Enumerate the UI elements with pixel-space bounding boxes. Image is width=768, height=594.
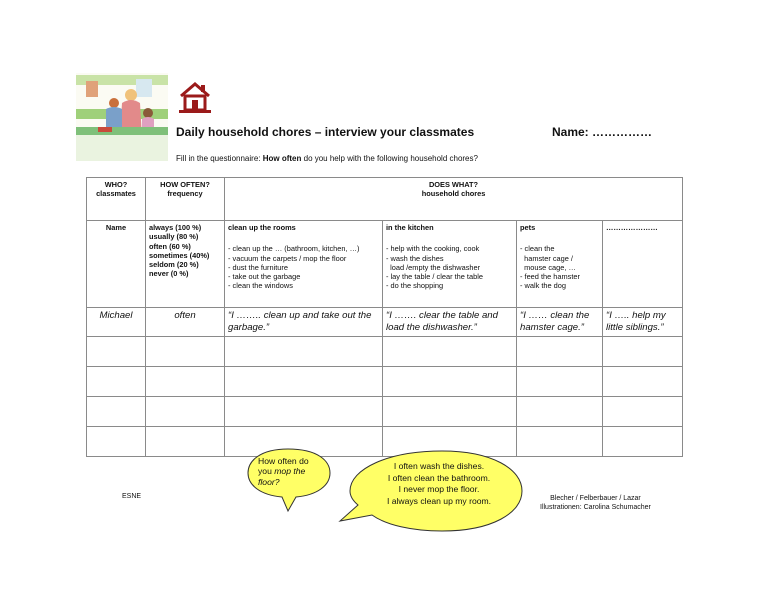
table-cell[interactable]: [87, 396, 146, 426]
table-cell[interactable]: [87, 426, 146, 456]
col-who: [87, 178, 146, 221]
table-cell[interactable]: [517, 396, 603, 426]
name-cell: [87, 221, 146, 308]
instruction-prefix: Fill in the questionnaire:: [176, 154, 263, 163]
col-what-subtitle: household chores: [421, 189, 486, 199]
chore-item: hamster cage /: [520, 253, 573, 263]
footer-illustrator: Illustrationen: Carolina Schumacher: [540, 504, 651, 512]
other-heading: …………………: [606, 223, 658, 232]
chore-item: mouse cage, …: [520, 262, 576, 272]
col-what-title: DOES WHAT?: [428, 180, 479, 189]
chore-item: - take out the garbage: [228, 272, 301, 281]
question-text: How often do you: [258, 456, 309, 477]
table-cell[interactable]: [603, 366, 683, 396]
table-cell[interactable]: [383, 366, 517, 396]
instruction-suffix: do you help with the following household chores?: [301, 154, 478, 163]
table-cell[interactable]: [603, 396, 683, 426]
table-row: [87, 336, 683, 366]
pets-cell: [517, 221, 603, 308]
chore-item: load /empty the dishwasher: [386, 262, 481, 272]
answer-line: I often wash the dishes.: [393, 461, 485, 471]
rooms-heading: clean up the rooms: [228, 223, 296, 232]
freq-item: usually (80 %): [149, 232, 199, 242]
chore-item: - feed the hamster: [520, 272, 580, 281]
other-cell: [603, 221, 683, 308]
table-cell[interactable]: [603, 336, 683, 366]
table-cell[interactable]: [87, 366, 146, 396]
chore-item: - clean up the … (bathroom, kitchen, …): [228, 244, 360, 254]
footer-authors: Blecher / Felberbauer / Lazar: [550, 495, 641, 502]
table-row: [87, 396, 683, 426]
question-bubble-text: [258, 456, 324, 487]
footer-right: [540, 494, 651, 512]
kitchen-cell: [383, 221, 517, 308]
instruction-bold: How often: [262, 154, 302, 163]
question-mark: ?: [274, 476, 280, 487]
kitchen-heading: in the kitchen: [386, 223, 434, 232]
table-cell[interactable]: [146, 426, 225, 456]
table-cell[interactable]: [383, 396, 517, 426]
chore-item: - lay the table / clear the table: [386, 272, 483, 281]
questionnaire-table: [86, 177, 683, 457]
table-header-row: [87, 178, 683, 221]
table-cell[interactable]: [603, 426, 683, 456]
col-freq-subtitle: frequency: [167, 189, 203, 199]
table-cell[interactable]: [225, 336, 383, 366]
table-cell[interactable]: [225, 366, 383, 396]
chore-item: - dust the furniture: [228, 262, 288, 272]
house-icon: [177, 80, 213, 114]
example-other: “I ….. help my little siblings.”: [603, 308, 683, 337]
instruction-text: [176, 154, 478, 163]
answer-line: I never mop the floor.: [398, 484, 480, 495]
example-kitchen: “I ……. clear the table and load the dishwasher.”: [383, 308, 517, 337]
table-cell[interactable]: [225, 396, 383, 426]
pets-heading: pets: [520, 223, 536, 232]
freq-item: often (60 %): [149, 241, 191, 251]
table-cell[interactable]: [146, 396, 225, 426]
table-row: [87, 366, 683, 396]
example-freq: often: [146, 308, 225, 337]
frequency-cell: [146, 221, 225, 308]
answer-line: I always clean up my room.: [386, 495, 492, 506]
chore-item: - help with the cooking, cook: [386, 244, 480, 254]
table-cell[interactable]: [517, 336, 603, 366]
chore-item: - clean the windows: [228, 281, 293, 291]
chore-item: - walk the dog: [520, 281, 567, 291]
page-title: Daily household chores – interview your classmates: [176, 125, 475, 139]
table-row: [87, 308, 683, 337]
freq-item: sometimes (40%): [149, 250, 210, 260]
col-who-subtitle: classmates: [96, 189, 136, 199]
example-rooms: “I …….. clean up and take out the garbage.”: [225, 308, 383, 337]
footer-left: ESNE: [122, 493, 142, 500]
chore-item: - wash the dishes: [386, 253, 444, 263]
name-label: Name: ……………: [552, 125, 653, 139]
freq-item: always (100 %): [149, 223, 202, 232]
table-cell[interactable]: [146, 336, 225, 366]
col-freq-title: HOW OFTEN?: [160, 180, 210, 189]
col-frequency: [146, 178, 225, 221]
chore-item: - vacuum the carpets / mop the floor: [228, 253, 347, 263]
name-cell-label: Name: [105, 223, 127, 232]
table-cell[interactable]: [383, 336, 517, 366]
answer-line: I often clean the bathroom.: [387, 472, 491, 483]
freq-item: seldom (20 %): [149, 260, 199, 269]
kitchen-illustration: [76, 73, 168, 161]
example-pets: “I …… clean the hamster cage.”: [517, 308, 603, 337]
col-does-what: [225, 178, 683, 221]
table-cell[interactable]: [517, 366, 603, 396]
table-cell[interactable]: [87, 336, 146, 366]
chore-item: - clean the: [520, 244, 555, 254]
answer-bubble-text: [374, 461, 504, 507]
table-category-row: [87, 221, 683, 308]
chore-item: - do the shopping: [386, 281, 444, 291]
rooms-cell: [225, 221, 383, 308]
table-cell[interactable]: [146, 366, 225, 396]
question-italic: mop the floor: [258, 466, 306, 487]
col-who-title: WHO?: [104, 180, 128, 189]
example-who: Michael: [87, 308, 146, 337]
freq-item: never (0 %): [149, 269, 189, 279]
